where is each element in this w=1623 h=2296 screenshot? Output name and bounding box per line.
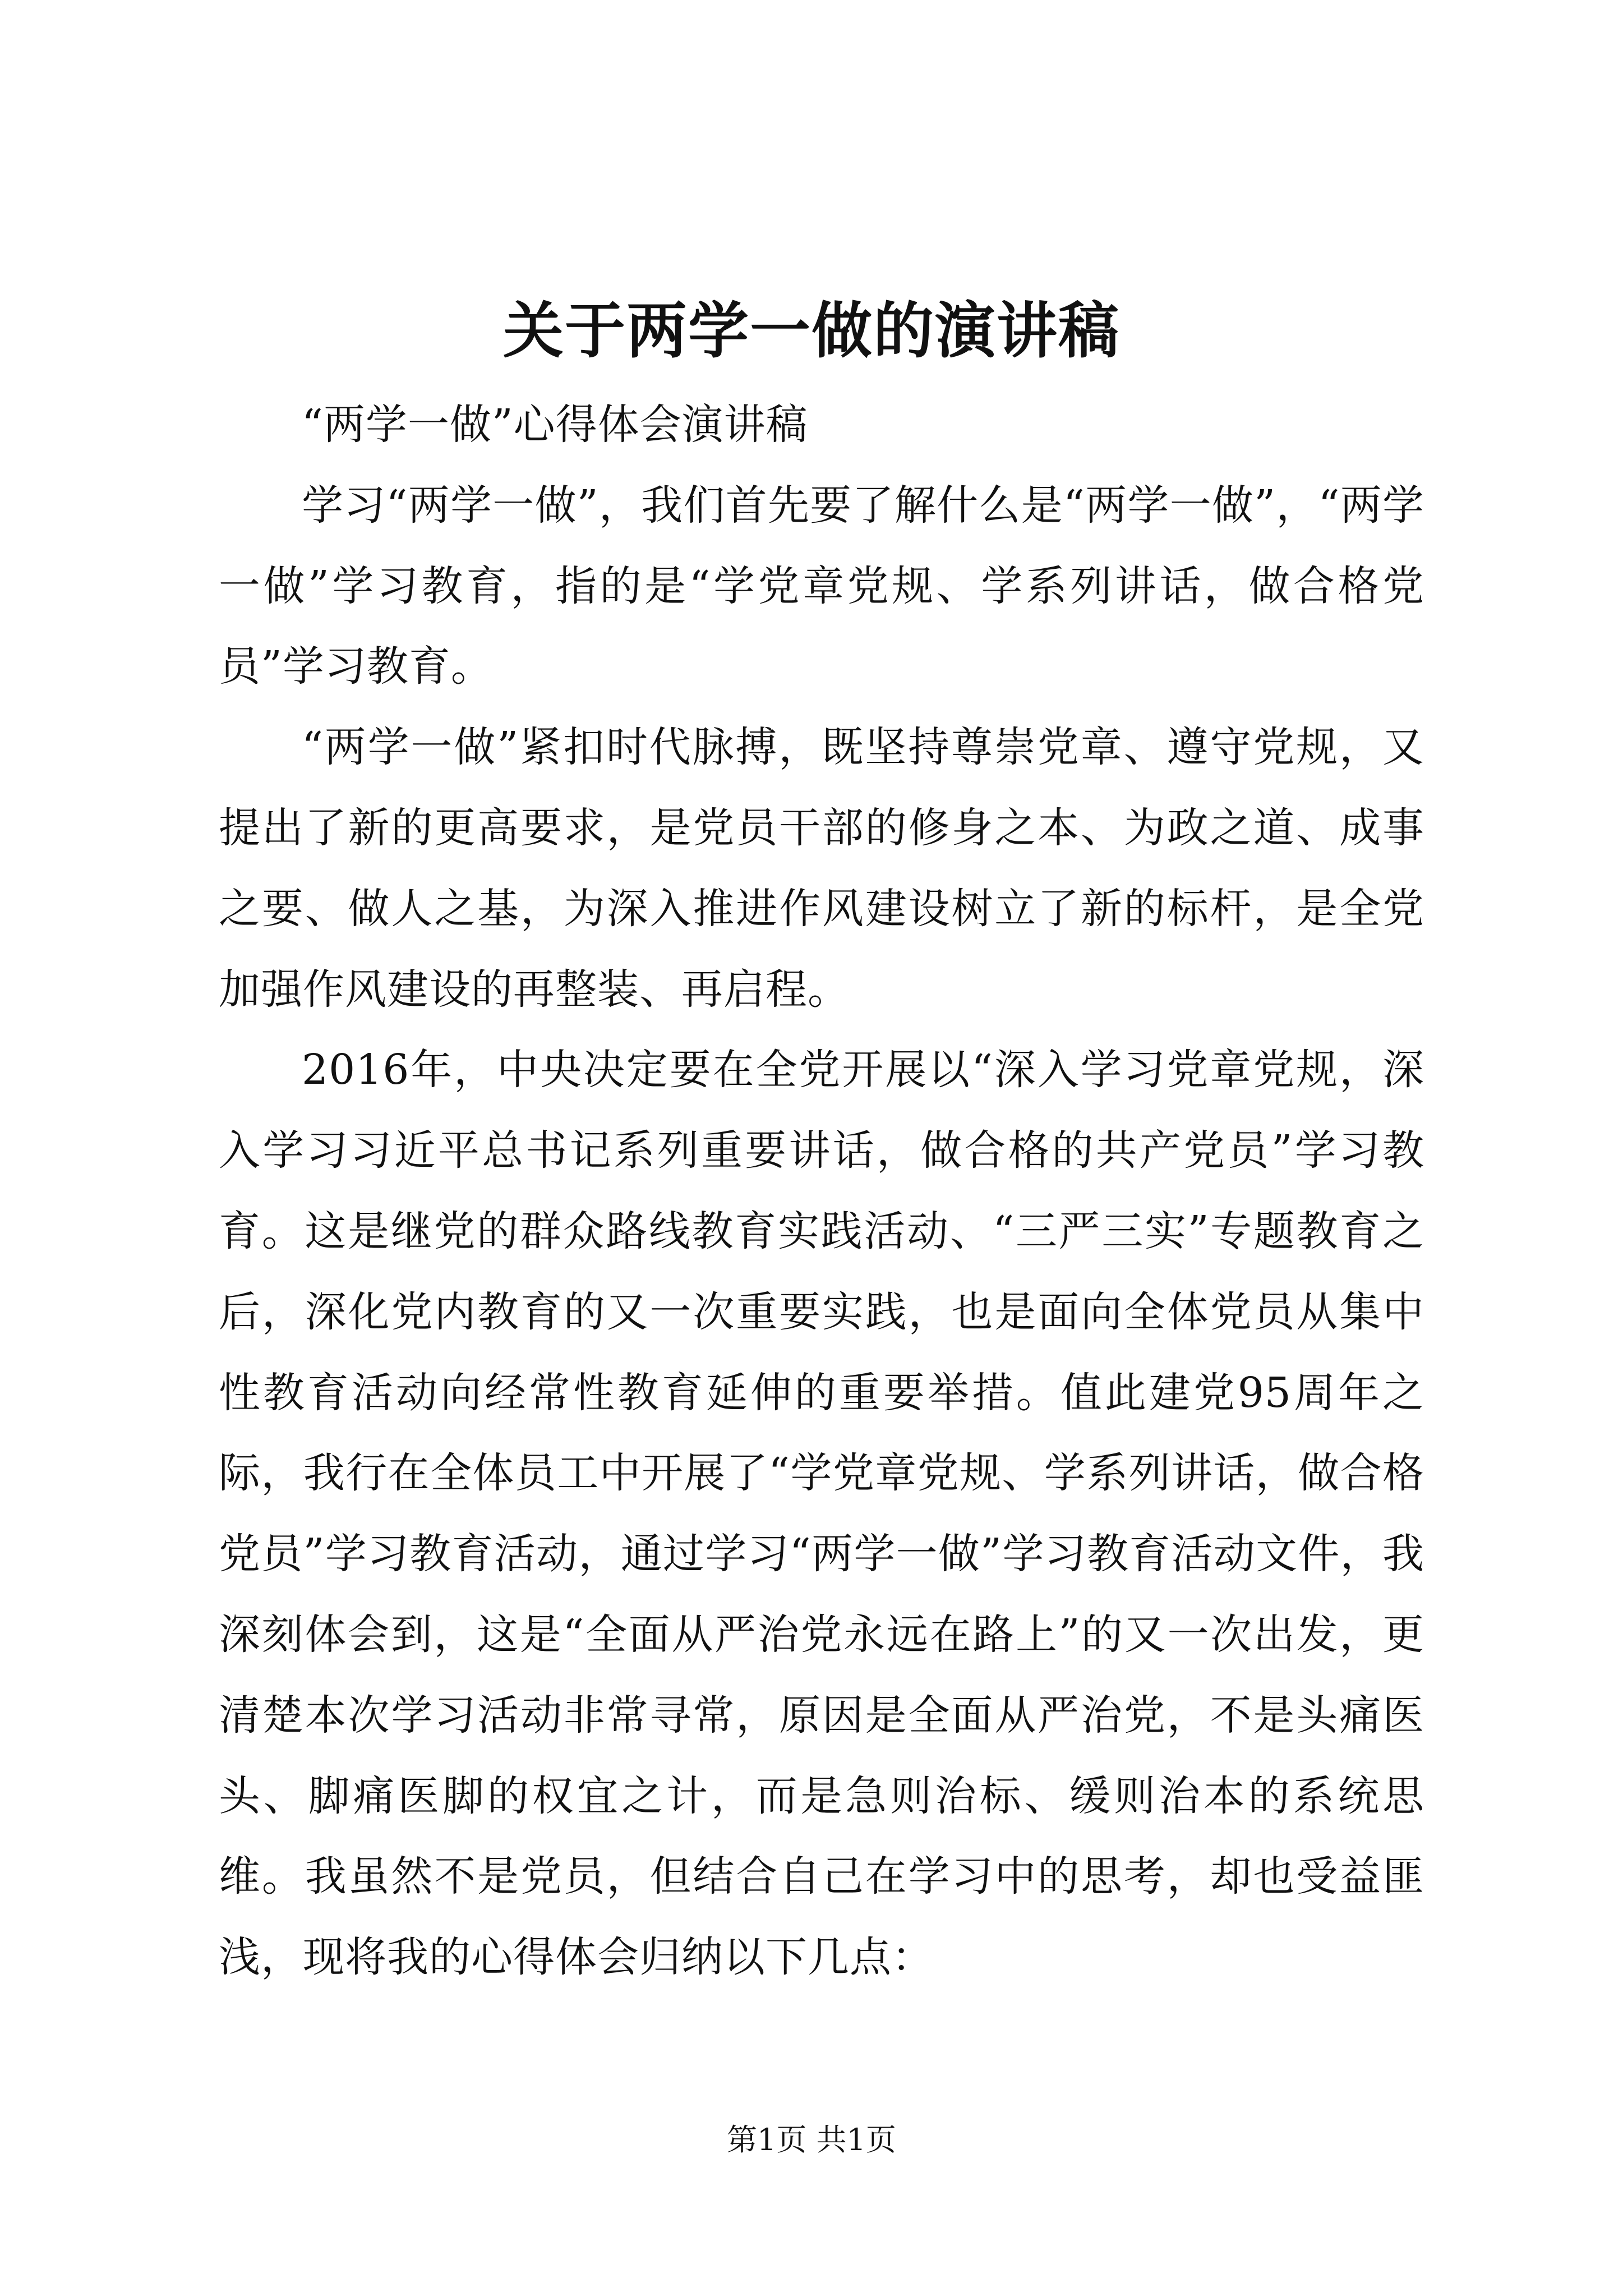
document-body [219, 385, 1424, 1998]
paragraph: 2016年，中央决定要在全党开展以“深入学习党章党规，深入学习习近平总书记系列重要讲话，做合格的共产党员”学习教育。这是继党的群众路线教育实践活动、“三严三实”专题教育之后，深化党内教育的又一次重要实践，也是面向全体党员从集中性教育活动向经常性教育延伸的重要举措。值此建党95周年之际，我行在全体员工中开展了“学党章党规、学系列讲话，做合格党员”学习教育活动，通过学习“两学一做”学习教育活动文件，我深刻体会到，这是“全面从严治党永远在路上”的又一次出发，更清楚本次学习活动非常寻常，原因是全面从严治党，不是头痛医头、脚痛医脚的权宜之计，而是急则治标、缓则治本的系统思维。我虽然不是党员，但结合自己在学习中的思考，却也受益匪浅，现将我的心得体会归纳以下几点： [219, 1046, 1424, 1982]
paragraph: 学习“两学一做”，我们首先要了解什么是“两学一做”，“两学一做”学习教育，指的是“学党章党规、学系列讲话，做合格党员”学习教育。 [219, 481, 1424, 691]
page-footer: 第1页 共1页 [727, 2122, 896, 2157]
paragraph: “两学一做”紧扣时代脉搏，既坚持尊崇党章、遵守党规，又提出了新的更高要求，是党员干部的修身之本、为政之道、成事之要、做人之基，为深入推进作风建设树立了新的标杆，是全党加强作风建设的再整装、再启程。 [219, 723, 1424, 1014]
document-title: 关于两学一做的演讲稿 [502, 296, 1120, 366]
paragraph-subtitle: “两学一做”心得体会演讲稿 [302, 401, 808, 449]
